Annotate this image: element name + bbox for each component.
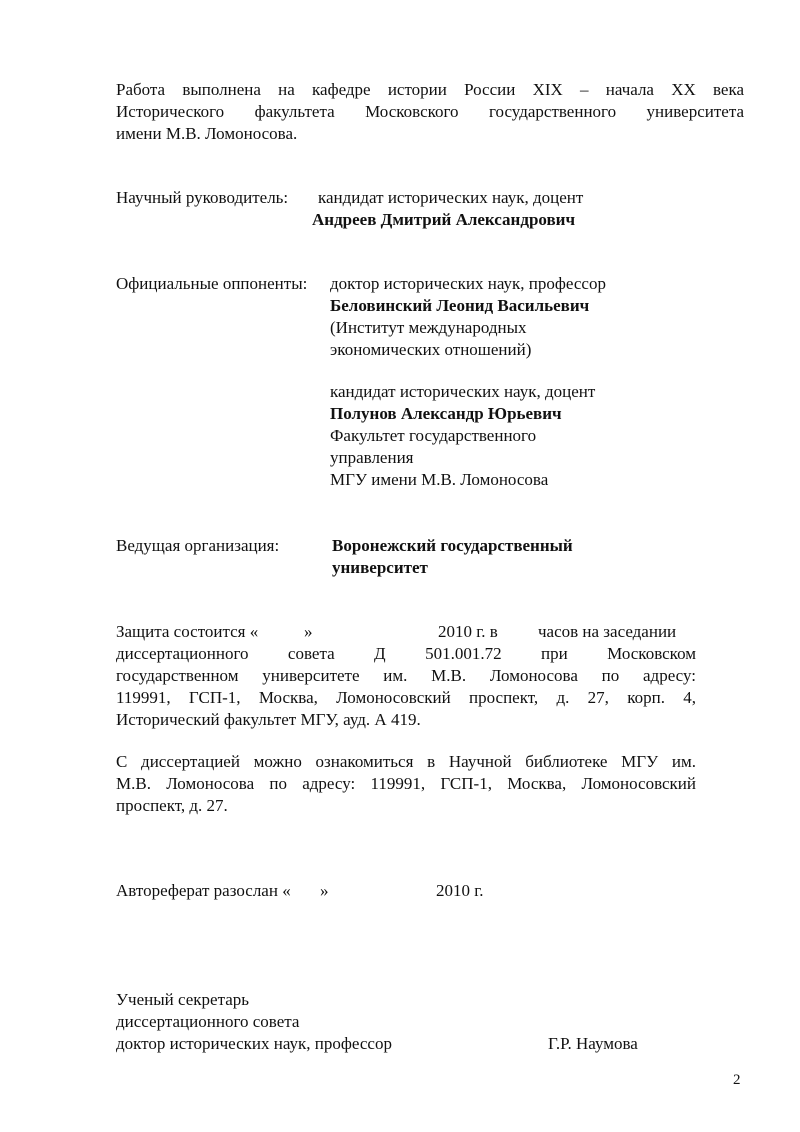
dispatch-text-2: » [320,881,329,900]
defense-text-1: Защита состоится « [116,622,259,641]
defense-line-5: Исторический факультет МГУ, ауд. А 419. [116,710,421,729]
lead-org-name-2: университет [332,558,428,577]
supervisor-degree: кандидат исторических наук, доцент [318,188,584,207]
opponents-label: Официальные оппоненты: [116,274,308,293]
page-number: 2 [733,1072,741,1088]
secretary-line-3: доктор исторических наук, профессор [116,1034,392,1053]
lead-org-label: Ведущая организация: [116,536,280,555]
dispatch-text-3: 2010 г. [436,881,484,900]
opponent-2-degree: кандидат исторических наук, доцент [330,382,596,401]
opponent-1-affiliation-1: (Институт международных [330,318,527,337]
dispatch-text-1: Автореферат разослан « [116,881,291,900]
library-line-3: проспект, д. 27. [116,796,228,815]
defense-line-4: 119991, ГСП-1, Москва, Ломоносовский проспект, д. 27, корп. 4, [116,688,696,707]
library-line-1: С диссертацией можно ознакомиться в Научной библиотеке МГУ им. [116,752,696,771]
opponent-1-affiliation-2: экономических отношений) [330,340,532,359]
secretary-line-2: диссертационного совета [116,1012,300,1031]
intro-line-1: Работа выполнена на кафедре истории России XIX – начала XX века [116,80,744,99]
defense-text-4: часов на заседании [538,622,677,641]
lead-org-name-1: Воронежский государственный [332,536,573,555]
opponent-2-affiliation-1: Факультет государственного [330,426,537,445]
secretary-line-1: Ученый секретарь [116,990,250,1009]
opponent-2-affiliation-3: МГУ имени М.В. Ломоносова [330,470,549,489]
intro-line-2: Исторического факультета Московского государственного университета [116,102,744,121]
secretary-name: Г.Р. Наумова [548,1034,638,1053]
supervisor-label: Научный руководитель: [116,188,289,207]
opponent-1-name: Беловинский Леонид Васильевич [330,296,590,315]
intro-line-3: имени М.В. Ломоносова. [116,124,298,143]
library-line-2: М.В. Ломоносова по адресу: 119991, ГСП-1, Москва, Ломоносовский [116,774,696,793]
opponent-2-affiliation-2: управления [330,448,414,467]
supervisor-name: Андреев Дмитрий Александрович [312,210,576,229]
defense-line-3: государственном университете им. М.В. Ломоносова по адресу: [116,666,696,685]
opponent-2-name: Полунов Александр Юрьевич [330,404,562,423]
defense-text-3: 2010 г. в [438,622,498,641]
defense-text-2: » [304,622,313,641]
defense-line-2: диссертационного совета Д 501.001.72 при Московском [116,644,696,663]
opponent-1-degree: доктор исторических наук, профессор [330,274,606,293]
